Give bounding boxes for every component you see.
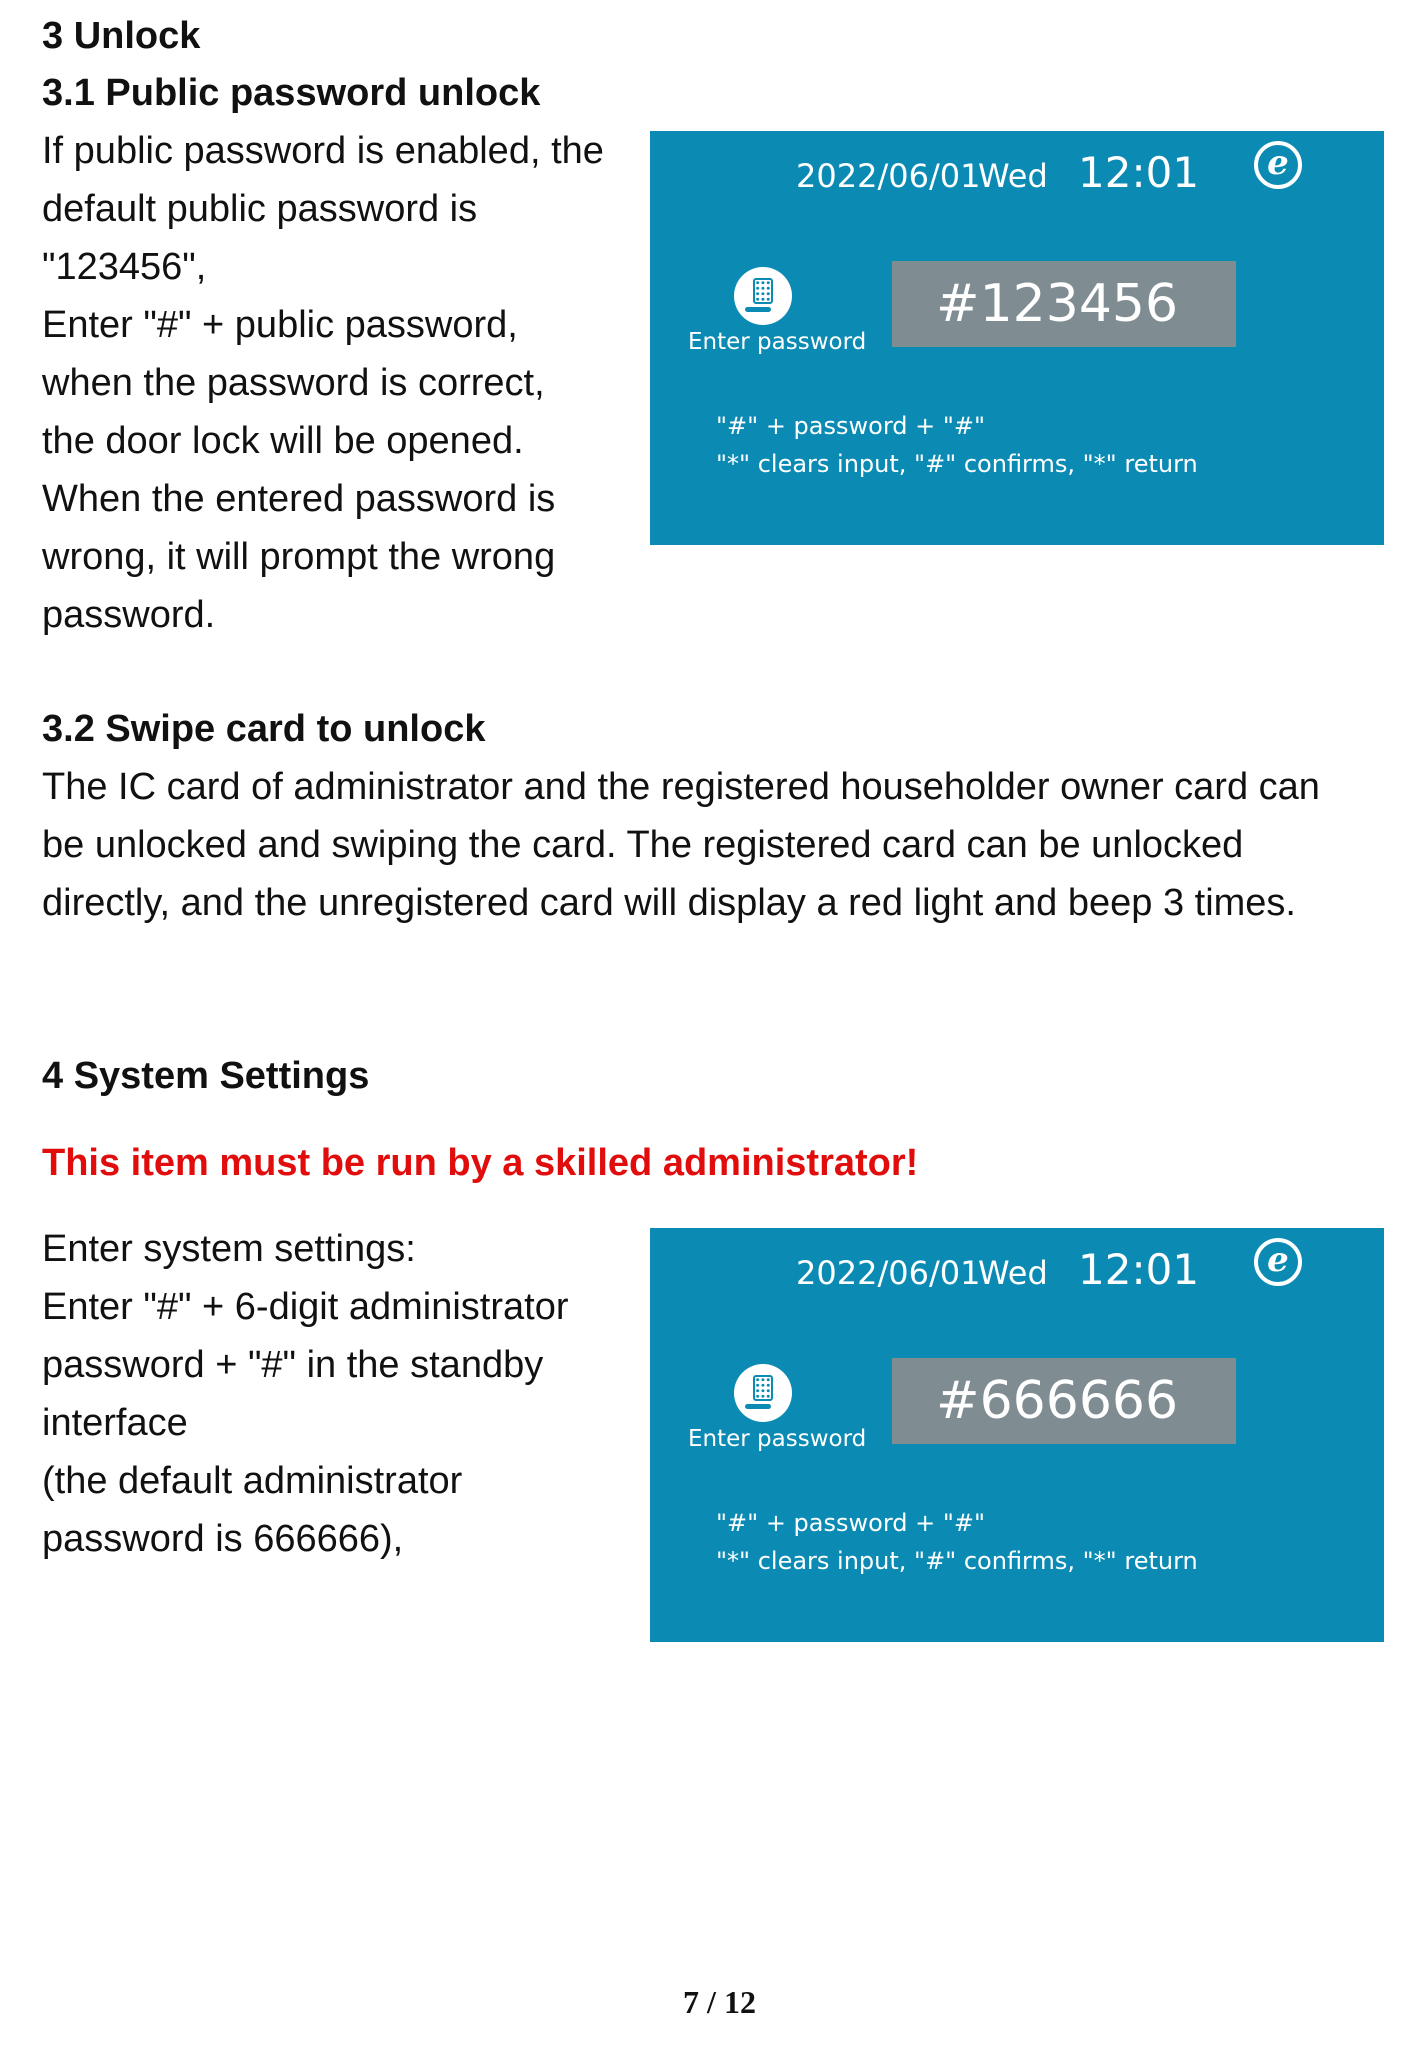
page-number: 7 / 12 bbox=[683, 1984, 756, 2020]
section-3-1-body: If public password is enabled, the default public password is "123456", Enter "#" + public password, when the password is correct, the door lock will be opened. When the entered password is wrong, it will prompt the wrong password. bbox=[42, 130, 604, 636]
section-3-2-body: The IC card of administrator and the registered householder owner card can be unlocked and swiping the card. The registered card can be unlocked directly, and the unregistered card will display a red light and beep 3 times. bbox=[42, 766, 1320, 924]
section-3-heading: 3 Unlock bbox=[42, 15, 201, 57]
e-circle-icon: e bbox=[1254, 141, 1302, 189]
keypad-lock-icon bbox=[734, 1364, 792, 1422]
section-3-1-heading: 3.1 Public password unlock bbox=[42, 72, 541, 114]
section-4-heading: 4 System Settings bbox=[42, 1055, 370, 1097]
password-display: #666666 bbox=[892, 1358, 1236, 1444]
section-4-body: Enter system settings: Enter "#" + 6-digit administrator password + "#" in the standby interface (the default administrator password is 666666), bbox=[42, 1228, 569, 1560]
key-usage-hint: "*" clears input, "#" confirms, "*" return bbox=[716, 1547, 1198, 1575]
enter-password-label: Enter password bbox=[688, 1426, 867, 1452]
screen-time: 12:01 bbox=[1078, 1245, 1200, 1294]
enter-password-label: Enter password bbox=[688, 329, 867, 355]
e-circle-icon: e bbox=[1254, 1238, 1302, 1286]
warning-text: This item must be run by a skilled administrator! bbox=[42, 1142, 919, 1184]
keypad-lock-icon bbox=[734, 267, 792, 325]
key-usage-hint: "*" clears input, "#" confirms, "*" return bbox=[716, 450, 1198, 478]
password-format-hint: "#" + password + "#" bbox=[716, 1509, 986, 1537]
screen-day: Wed bbox=[978, 157, 1048, 195]
password-format-hint: "#" + password + "#" bbox=[716, 412, 986, 440]
device-screen-public-password bbox=[650, 131, 1384, 545]
screen-day: Wed bbox=[978, 1254, 1048, 1292]
device-screen-admin-password bbox=[650, 1228, 1384, 1642]
screen-date: 2022/06/01 bbox=[796, 1254, 981, 1292]
section-3-2-heading: 3.2 Swipe card to unlock bbox=[42, 708, 486, 750]
password-display: #123456 bbox=[892, 261, 1236, 347]
screen-time: 12:01 bbox=[1078, 148, 1200, 197]
screen-date: 2022/06/01 bbox=[796, 157, 981, 195]
